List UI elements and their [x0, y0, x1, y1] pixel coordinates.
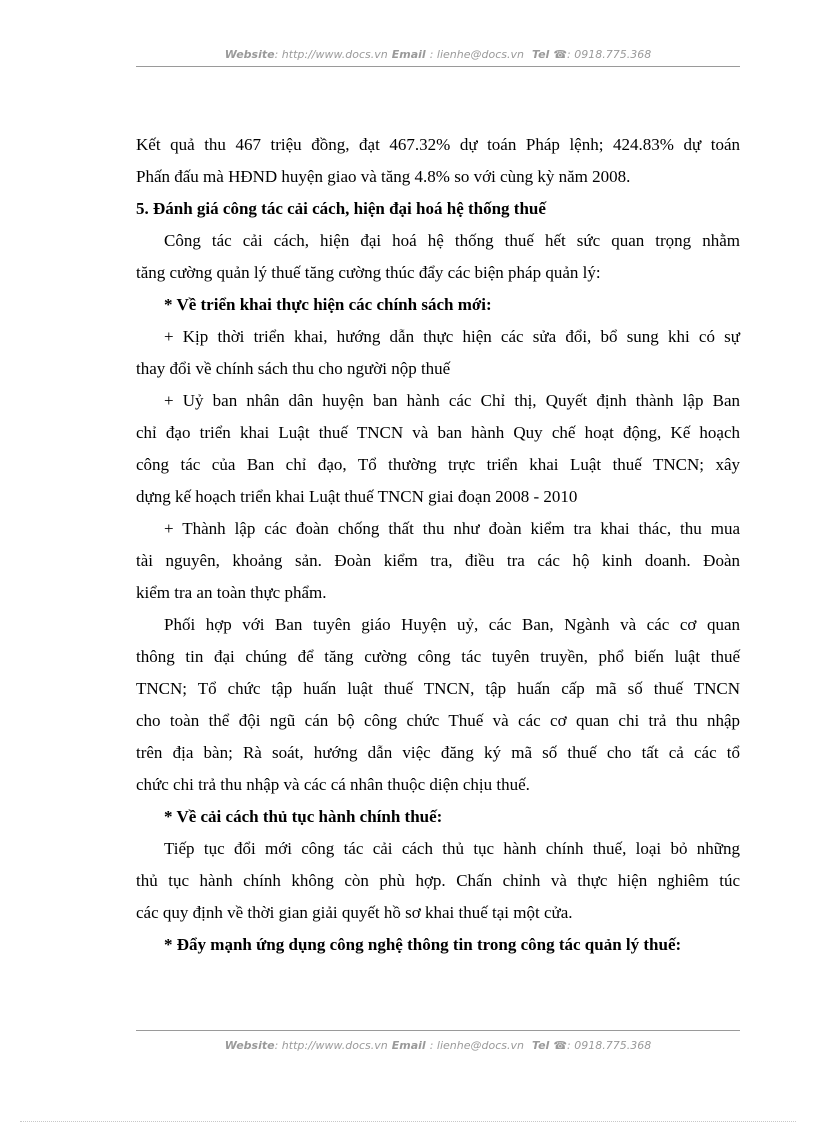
- footer-website-label: Website: [224, 1039, 275, 1052]
- header-tel-label: Tel: [531, 48, 550, 61]
- header-rule: [136, 66, 740, 67]
- text-line: + Uỷ ban nhân dân huyện ban hành các Chỉ thị, Quyết định thành lập Ban: [164, 391, 740, 410]
- text-line: Tiếp tục đổi mới công tác cải cách thủ tục hành chính thuế, loại bỏ những: [164, 839, 740, 858]
- text-line: + Kịp thời triển khai, hướng dẫn thực hiện các sửa đổi, bổ sung khi có sự: [164, 327, 740, 346]
- text-line: kiểm tra an toàn thực phẩm.: [136, 583, 327, 602]
- phone-icon: ☎: [553, 1039, 568, 1052]
- text-line: TNCN; Tổ chức tập huấn luật thuế TNCN, tập huấn cấp mã số thuế TNCN: [136, 679, 740, 698]
- text-line: tăng cường quản lý thuế tăng cường thúc đẩy các biện pháp quản lý:: [136, 263, 601, 282]
- header-website-value: : http://www.docs.vn: [274, 48, 388, 61]
- text-line: Kết quả thu 467 triệu đồng, đạt 467.32% dự toán Pháp lệnh; 424.83% dự toán: [136, 135, 740, 154]
- footer-email-value: : lienhe@docs.vn: [429, 1039, 524, 1052]
- phone-icon: ☎: [553, 48, 568, 61]
- paragraph-coordination: [136, 609, 740, 801]
- subheading-admin-reform: * Về cải cách thủ tục hành chính thuế:: [164, 807, 443, 826]
- subheading-it-application: * Đẩy mạnh ứng dụng công nghệ thông tin trong công tác quản lý thuế:: [164, 935, 682, 954]
- paragraph-result: [136, 129, 740, 193]
- text-line: tài nguyên, khoảng sản. Đoàn kiểm tra, điều tra các hộ kinh doanh. Đoàn: [136, 551, 740, 570]
- page-header: [136, 48, 740, 61]
- page-edge-divider: [20, 1121, 796, 1122]
- text-line: Phấn đấu mà HĐND huyện giao và tăng 4.8% so với cùng kỳ năm 2008.: [136, 167, 631, 186]
- page-footer: [136, 1039, 740, 1052]
- text-line: Công tác cải cách, hiện đại hoá hệ thống thuế hết sức quan trọng nhằm: [164, 231, 740, 250]
- text-line: + Thành lập các đoàn chống thất thu như đoàn kiểm tra khai thác, thu mua: [164, 519, 740, 538]
- text-line: trên địa bàn; Rà soát, hướng dẫn việc đăng ký mã số thuế cho tất cả các tổ: [136, 743, 740, 762]
- text-line: Phối hợp với Ban tuyên giáo Huyện uỷ, các Ban, Ngành và các cơ quan: [164, 615, 740, 634]
- footer-tel-label: Tel: [531, 1039, 550, 1052]
- paragraph-bullet-guidance: [136, 321, 740, 385]
- text-line: dựng kế hoạch triển khai Luật thuế TNCN giai đoạn 2008 - 2010: [136, 487, 578, 506]
- header-tel-value: : 0918.775.368: [567, 48, 652, 61]
- text-line: chỉ đạo triển khai Luật thuế TNCN và ban hành Quy chế hoạt động, Kế hoạch: [136, 423, 740, 442]
- text-line: thủ tục hành chính không còn phù hợp. Chấn chỉnh và thực hiện nghiêm túc: [136, 871, 740, 890]
- paragraph-bullet-inspection: [136, 513, 740, 609]
- document-body: [136, 129, 740, 961]
- section-heading: 5. Đánh giá công tác cải cách, hiện đại hoá hệ thống thuế: [136, 199, 546, 218]
- text-line: công tác của Ban chỉ đạo, Tổ thường trực triển khai Luật thuế TNCN; xây: [136, 455, 740, 474]
- footer-website-value: : http://www.docs.vn: [274, 1039, 388, 1052]
- text-line: thay đổi về chính sách thu cho người nộp thuế: [136, 359, 451, 378]
- text-line: các quy định về thời gian giải quyết hồ sơ khai thuế tại một cửa.: [136, 903, 573, 922]
- paragraph-intro: [136, 225, 740, 289]
- footer-tel-value: : 0918.775.368: [567, 1039, 652, 1052]
- footer-email-label: Email: [391, 1039, 426, 1052]
- text-line: thông tin đại chúng để tăng cường công tác tuyên truyền, phổ biến luật thuế: [136, 647, 740, 666]
- paragraph-admin-reform: [136, 833, 740, 929]
- text-line: chức chi trả thu nhập và các cá nhân thuộc diện chịu thuế.: [136, 775, 530, 794]
- text-line: cho toàn thể đội ngũ cán bộ công chức Thuế và các cơ quan chi trả thu nhập: [136, 711, 740, 730]
- header-email-label: Email: [391, 48, 426, 61]
- subheading-new-policies: * Về triển khai thực hiện các chính sách mới:: [164, 295, 492, 314]
- footer-rule: [136, 1030, 740, 1031]
- header-website-label: Website: [224, 48, 275, 61]
- paragraph-bullet-committee: [136, 385, 740, 513]
- header-email-value: : lienhe@docs.vn: [429, 48, 524, 61]
